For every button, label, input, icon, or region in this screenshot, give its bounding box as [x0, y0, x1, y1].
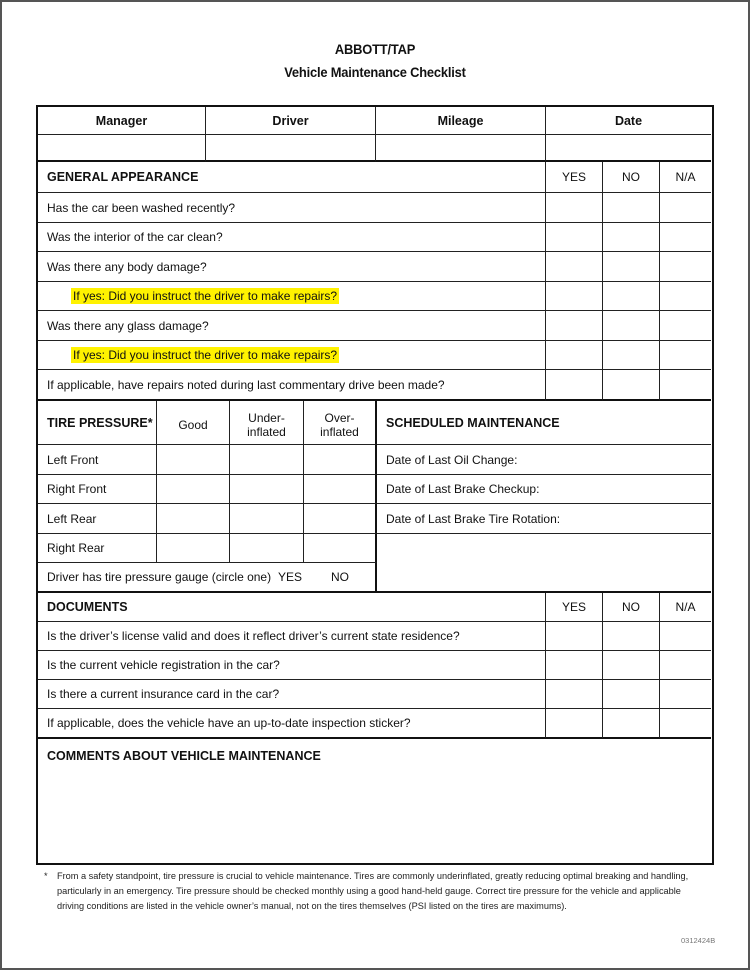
ga-na-box[interactable] [660, 370, 711, 401]
tire-good-box[interactable] [157, 475, 230, 504]
ga-yes-box[interactable] [546, 223, 603, 252]
mileage-field[interactable] [376, 135, 546, 162]
company-name: ABBOTT/TAP [334, 41, 416, 57]
highlighted-text: If yes: Did you instruct the driver to make repairs? [73, 289, 338, 303]
ga-yes-box[interactable] [546, 252, 603, 282]
doc-no-box[interactable] [603, 651, 660, 680]
ga-yes-box[interactable] [546, 341, 603, 370]
ga-no-box[interactable] [603, 341, 660, 370]
tire-under-box[interactable] [230, 534, 304, 563]
tire-under-box[interactable] [230, 504, 304, 534]
doc-no-box[interactable] [603, 622, 660, 651]
ga-na-box[interactable] [660, 252, 711, 282]
ga-no-box[interactable] [603, 370, 660, 401]
scheduled-maintenance-blank [377, 534, 711, 593]
driver-field[interactable] [206, 135, 376, 162]
comments-area[interactable] [38, 739, 711, 862]
gauge-no-option[interactable]: NO [331, 570, 349, 584]
ga-question: Was the interior of the car clean? [38, 223, 546, 252]
ga-na-box[interactable] [660, 223, 711, 252]
ga-no-box[interactable] [603, 282, 660, 311]
ga-question-followup [38, 282, 546, 311]
tire-col-good [157, 401, 230, 445]
tire-label: Right Rear [38, 534, 157, 563]
oil-change-field[interactable]: Date of Last Oil Change: [377, 445, 711, 475]
tire-good-box[interactable] [157, 445, 230, 475]
gauge-question: Driver has tire pressure gauge (circle one) [47, 570, 272, 584]
tire-under-box[interactable] [230, 475, 304, 504]
documents-heading: DOCUMENTS [38, 593, 546, 622]
ga-question: Has the car been washed recently? [38, 193, 546, 223]
tire-good-box[interactable] [157, 534, 230, 563]
tire-over-box[interactable] [304, 504, 377, 534]
doc-na-box[interactable] [660, 651, 711, 680]
scheduled-maintenance-heading: SCHEDULED MAINTENANCE [377, 401, 711, 445]
tire-label: Left Front [38, 445, 157, 475]
tire-over-box[interactable] [304, 445, 377, 475]
doc-na-label: N/A [660, 593, 711, 622]
tire-col-over-line1: Over- [324, 411, 355, 425]
tire-over-box[interactable] [304, 534, 377, 563]
tire-over-box[interactable] [304, 475, 377, 504]
tire-good-box[interactable] [157, 504, 230, 534]
date-field[interactable] [546, 135, 711, 162]
footnote-marker: * [44, 871, 48, 881]
tire-col-over [304, 401, 377, 445]
manager-field[interactable] [38, 135, 206, 162]
manager-label: Manager [38, 107, 206, 135]
doc-question: Is the current vehicle registration in the car? [38, 651, 546, 680]
tire-col-under-line1: Under- [248, 411, 285, 425]
page-title: Vehicle Maintenance Checklist [284, 64, 466, 80]
tire-col-over-line2: inflated [320, 425, 359, 439]
footnote-text: From a safety standpoint, tire pressure is crucial to vehicle maintenance. Tires are commonly underinflated, greatly reducing optimal breaking and handling, particularly in an emergency. Tire pressure should be checked monthly using a good hand-held gauge. Correct tire pressure for the vehicle and applicable driving conditions are listed in the vehicle owner’s manual, not on the tires themselves (PSI listed on the tires are maximums). [57, 871, 689, 911]
gauge-row [38, 563, 377, 593]
gauge-yes-option[interactable]: YES [278, 570, 303, 584]
ga-na-box[interactable] [660, 341, 711, 370]
ga-no-box[interactable] [603, 223, 660, 252]
mileage-label: Mileage [376, 107, 546, 135]
ga-no-label: NO [603, 162, 660, 193]
doc-na-box[interactable] [660, 680, 711, 709]
ga-question-followup [38, 341, 546, 370]
highlighted-text: If yes: Did you instruct the driver to make repairs? [73, 348, 338, 362]
form-code: 0312424B [681, 936, 716, 945]
doc-yes-box[interactable] [546, 709, 603, 739]
tire-rotation-field[interactable]: Date of Last Brake Tire Rotation: [377, 504, 711, 534]
date-label: Date [546, 107, 711, 135]
ga-yes-box[interactable] [546, 193, 603, 223]
tire-col-under-line2: inflated [247, 425, 286, 439]
ga-question: If applicable, have repairs noted during last commentary drive been made? [38, 370, 546, 401]
ga-na-box[interactable] [660, 193, 711, 223]
tire-label: Right Front [38, 475, 157, 504]
doc-na-box[interactable] [660, 709, 711, 739]
checklist-form [36, 105, 714, 865]
ga-na-box[interactable] [660, 311, 711, 341]
doc-yes-box[interactable] [546, 651, 603, 680]
tire-under-box[interactable] [230, 445, 304, 475]
doc-yes-box[interactable] [546, 680, 603, 709]
tire-pressure-heading: TIRE PRESSURE* [38, 401, 157, 445]
tire-col-under [230, 401, 304, 445]
ga-yes-box[interactable] [546, 282, 603, 311]
ga-no-box[interactable] [603, 311, 660, 341]
general-appearance-heading: GENERAL APPEARANCE [38, 162, 546, 193]
comments-heading: COMMENTS ABOUT VEHICLE MAINTENANCE [47, 749, 321, 763]
doc-question: Is the driver’s license valid and does it reflect driver’s current state residence? [38, 622, 546, 651]
ga-no-box[interactable] [603, 252, 660, 282]
doc-no-box[interactable] [603, 680, 660, 709]
footnote [44, 869, 704, 914]
doc-yes-label: YES [546, 593, 603, 622]
ga-question: Was there any body damage? [38, 252, 546, 282]
ga-na-box[interactable] [660, 282, 711, 311]
ga-yes-label: YES [546, 162, 603, 193]
doc-question: If applicable, does the vehicle have an up-to-date inspection sticker? [38, 709, 546, 739]
ga-yes-box[interactable] [546, 311, 603, 341]
doc-question: Is there a current insurance card in the car? [38, 680, 546, 709]
tire-col-good-label: Good [178, 418, 208, 432]
ga-no-box[interactable] [603, 193, 660, 223]
ga-question: Was there any glass damage? [38, 311, 546, 341]
doc-yes-box[interactable] [546, 622, 603, 651]
doc-na-box[interactable] [660, 622, 711, 651]
doc-no-box[interactable] [603, 709, 660, 739]
ga-yes-box[interactable] [546, 370, 603, 401]
doc-no-label: NO [603, 593, 660, 622]
driver-label: Driver [206, 107, 376, 135]
tire-label: Left Rear [38, 504, 157, 534]
ga-na-label: N/A [660, 162, 711, 193]
brake-checkup-field[interactable]: Date of Last Brake Checkup: [377, 475, 711, 504]
